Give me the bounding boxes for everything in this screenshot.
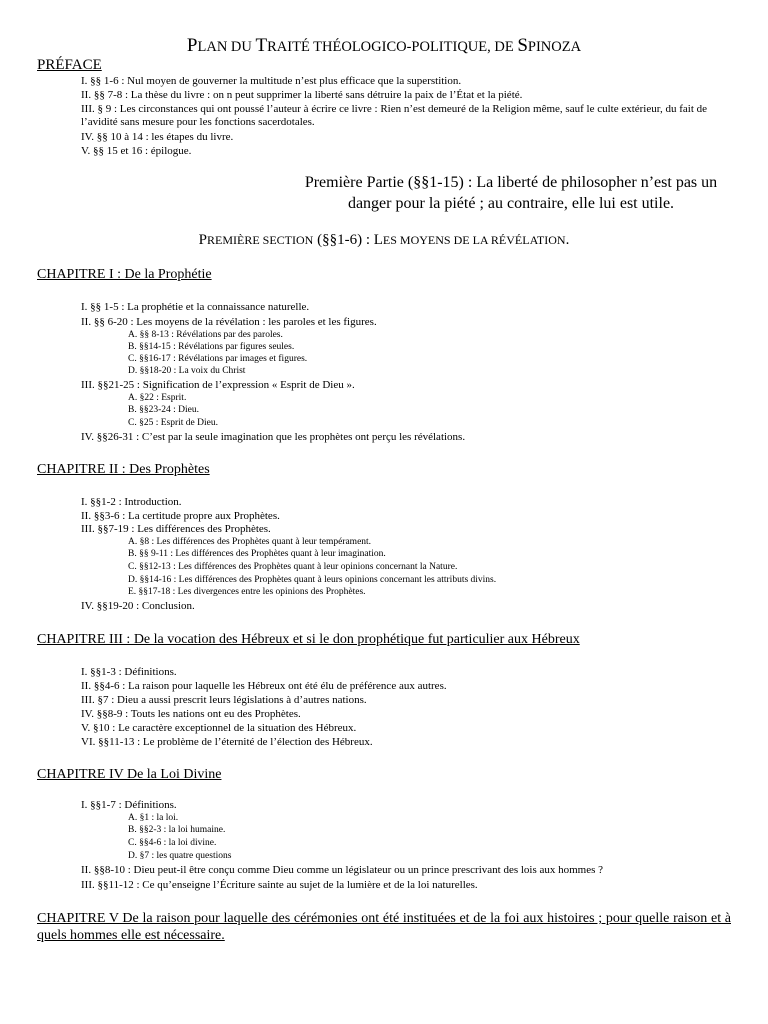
section-heading: PREMIÈRE SECTION (§§1-6) : LES MOYENS DE LA RÉVÉLATION. xyxy=(198,232,570,248)
outline-item: IV. §§26-31 : C’est par la seule imagination que les prophètes ont perçu les révélations. xyxy=(81,431,466,443)
outline-item: II. §§ 6-20 : Les moyens de la révélation : les paroles et les figures. xyxy=(81,316,377,328)
outline-subitem: A. §22 : Esprit. xyxy=(128,393,187,403)
outline-item: IV. §§19-20 : Conclusion. xyxy=(81,600,195,612)
outline-subitem: A. §§ 8-13 : Révélations par des paroles. xyxy=(128,330,283,340)
preface-item: IV. §§ 10 à 14 : les étapes du livre. xyxy=(81,131,234,143)
preface-item: I. §§ 1-6 : Nul moyen de gouverner la multitude n’est plus efficace que la superstition. xyxy=(81,75,462,87)
outline-subitem: B. §§23-24 : Dieu. xyxy=(128,405,199,415)
outline-item: I. §§ 1-5 : La prophétie et la connaissance naturelle. xyxy=(81,301,310,313)
outline-subitem: B. §§ 9-11 : Les différences des Prophètes quant à leur imagination. xyxy=(128,549,386,559)
outline-subitem: C. §§12-13 : Les différences des Prophètes quant à leur opinions concernant la Nature. xyxy=(128,562,458,572)
outline-subitem: C. §§4-6 : la loi divine. xyxy=(128,838,217,848)
outline-item: II. §§4-6 : La raison pour laquelle les Hébreux ont été élu de préférence aux autres. xyxy=(81,680,447,692)
chapter-1-heading: CHAPITRE I : De la Prophétie xyxy=(37,267,212,282)
outline-item: III. §7 : Dieu a aussi prescrit leurs législations à d’autres nations. xyxy=(81,694,367,706)
outline-subitem: D. §§14-16 : Les différences des Prophètes quant à leurs opinions concernant les attributs divins. xyxy=(128,575,497,585)
preface-item: V. §§ 15 et 16 : épilogue. xyxy=(81,145,192,157)
outline-item: II. §§3-6 : La certitude propre aux Prophètes. xyxy=(81,510,280,522)
outline-subitem: C. §25 : Esprit de Dieu. xyxy=(128,418,218,428)
chapter-5-heading: CHAPITRE V De la raison pour laquelle des cérémonies ont été instituées et de la foi aux histoires ; pour quelle raison et à quels hommes elle est nécessaire. xyxy=(37,911,731,943)
preface-heading: PRÉFACE xyxy=(37,57,102,73)
outline-subitem: A. §1 : la loi. xyxy=(128,813,179,823)
outline-item: VI. §§11-13 : Le problème de l’éternité de l’élection des Hébreux. xyxy=(81,736,373,748)
outline-subitem: C. §§16-17 : Révélations par images et figures. xyxy=(128,354,308,364)
outline-item: I. §§1-3 : Définitions. xyxy=(81,666,177,678)
document-title: PLAN DU TRAITÉ THÉOLOGICO-POLITIQUE, DE SPINOZA xyxy=(186,35,582,56)
chapter-2-heading: CHAPITRE II : Des Prophètes xyxy=(37,462,210,477)
outline-subitem: A. §8 : Les différences des Prophètes quant à leur tempérament. xyxy=(128,537,372,547)
preface-item: III. § 9 : Les circonstances qui ont poussé l’auteur à écrire ce livre : Rien n’est demeuré de la Religion même, sauf le culte extérieur, du fait de l’avidité sans mesure pour les fonctions sacerdotales. xyxy=(81,103,708,128)
outline-subitem: E. §§17-18 : Les divergences entre les opinions des Prophètes. xyxy=(128,587,366,597)
outline-item: IV. §§8-9 : Touts les nations ont eu des Prophètes. xyxy=(81,708,301,720)
part-heading: Première Partie (§§1-15) : La liberté de philosopher n’est pas un danger pour la piété ; au contraire, elle lui est utile. xyxy=(304,174,718,212)
outline-item: II. §§8-10 : Dieu peut-il être conçu comme Dieu comme un législateur ou un prince prescrivant des lois aux hommes ? xyxy=(81,864,604,876)
outline-item: V. §10 : Le caractère exceptionnel de la situation des Hébreux. xyxy=(81,722,357,734)
outline-subitem: D. §7 : les quatre questions xyxy=(128,851,232,861)
outline-subitem: B. §§14-15 : Révélations par figures seules. xyxy=(128,342,295,352)
outline-item: I. §§1-7 : Définitions. xyxy=(81,799,177,811)
preface-item: II. §§ 7-8 : La thèse du livre : on n peut supprimer la liberté sans détruire la paix de l’État et la piété. xyxy=(81,89,523,101)
outline-item: I. §§1-2 : Introduction. xyxy=(81,496,182,508)
outline-item: III. §§7-19 : Les différences des Prophètes. xyxy=(81,523,271,535)
chapter-4-heading: CHAPITRE IV De la Loi Divine xyxy=(37,767,222,782)
outline-item: III. §§11-12 : Ce qu’enseigne l’Écriture sainte au sujet de la lumière et de la loi naturelles. xyxy=(81,879,478,891)
chapter-3-heading: CHAPITRE III : De la vocation des Hébreux et si le don prophétique fut particulier aux Hébreux xyxy=(37,632,580,647)
outline-subitem: B. §§2-3 : la loi humaine. xyxy=(128,825,226,835)
outline-item: III. §§21-25 : Signification de l’expression « Esprit de Dieu ». xyxy=(81,379,355,391)
outline-subitem: D. §§18-20 : La voix du Christ xyxy=(128,366,246,376)
